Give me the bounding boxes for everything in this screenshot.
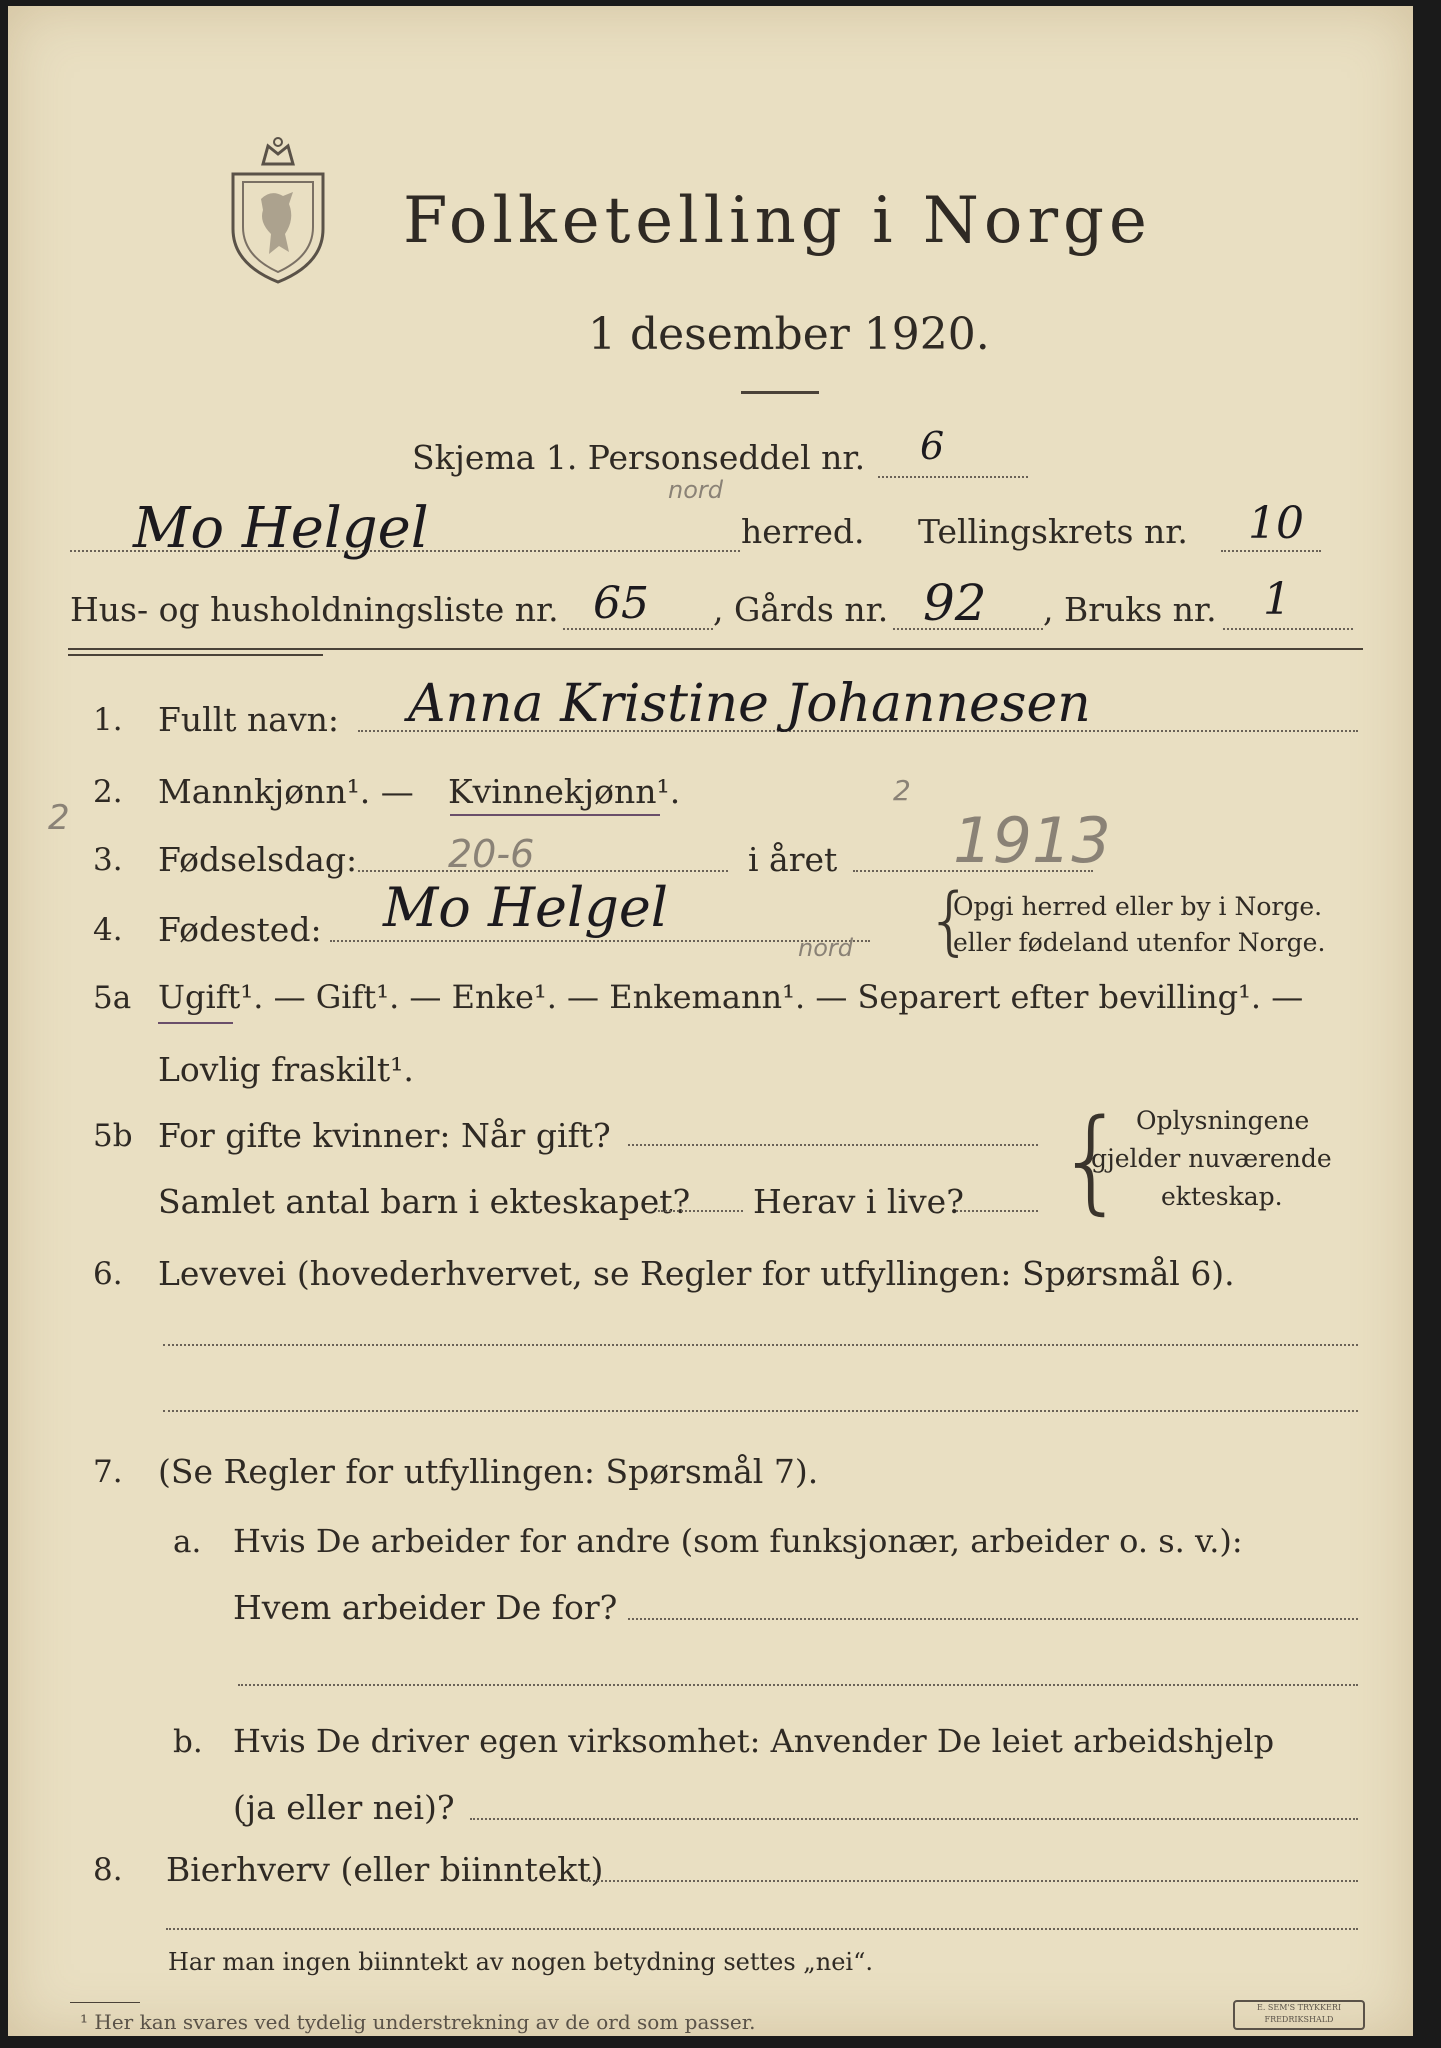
q3-label: Fødselsdag: xyxy=(158,840,358,879)
q5b-note-1: Oplysningene xyxy=(1136,1106,1310,1135)
hus-label: Hus- og husholdningsliste nr. xyxy=(70,590,559,629)
q2-male-label: Mannkjønn¹. — xyxy=(158,772,414,811)
bruks-value: 1 xyxy=(1263,574,1291,625)
q6-line-1 xyxy=(163,1344,1358,1346)
full-name-value: Anna Kristine Johannesen xyxy=(408,674,1091,734)
q6-line-2 xyxy=(163,1410,1358,1412)
q4-label: Fødested: xyxy=(158,910,322,949)
q4-line xyxy=(330,940,870,942)
q8-line-extra xyxy=(166,1928,1358,1930)
q6-number: 6. xyxy=(93,1256,123,1292)
schema-value: 6 xyxy=(920,424,945,468)
birthplace-value: Mo Helgel xyxy=(383,876,669,939)
q4-hint-1: Opgi herred eller by i Norge. xyxy=(953,892,1323,921)
norwegian-coat-of-arms-icon xyxy=(223,134,333,284)
gards-value: 92 xyxy=(923,574,987,632)
birth-day-value: 20-6 xyxy=(448,832,535,876)
herred-value: Mo Helgel xyxy=(133,496,429,561)
schema-label: Skjema 1. Personseddel nr. xyxy=(412,438,866,477)
q5b-children-label: Samlet antal barn i ekteskapet? xyxy=(158,1182,691,1221)
q5b-number: 5b xyxy=(93,1118,133,1154)
q6-label: Levevei (hovederhvervet, se Regler for utfyllingen: Spørsmål 6). xyxy=(158,1254,1235,1293)
q1-label: Fullt navn: xyxy=(158,700,339,739)
title-divider xyxy=(741,391,819,394)
printer-stamp: E. SEM'S TRYKKERI FREDRIKSHALD xyxy=(1233,2000,1365,2030)
q7a-line xyxy=(628,1618,1358,1620)
herred-label: herred. xyxy=(741,512,865,551)
q3-day-line xyxy=(358,870,728,872)
bruks-line xyxy=(1223,628,1353,630)
q1-number: 1. xyxy=(93,702,123,738)
q7a-line-1: Hvis De arbeider for andre (som funksjonær, arbeider o. s. v.): xyxy=(233,1522,1243,1560)
gards-label: , Gårds nr. xyxy=(713,590,889,629)
q3-number: 3. xyxy=(93,842,123,878)
q7a-number: a. xyxy=(173,1524,202,1560)
q7a-line-2: Hvem arbeider De for? xyxy=(233,1588,618,1627)
q5a-number: 5a xyxy=(93,980,132,1016)
q5b-brace: { xyxy=(1056,1096,1128,1226)
female-underline xyxy=(450,814,660,816)
q8-label: Bierhverv (eller biinntekt) xyxy=(166,1850,604,1889)
q7a-line-extra xyxy=(238,1684,1358,1686)
hus-value: 65 xyxy=(593,578,649,629)
q7b-line xyxy=(470,1818,1358,1820)
q2-number: 2. xyxy=(93,774,123,810)
footer-note: Har man ingen biinntekt av nogen betydning settes „nei“. xyxy=(168,1948,873,1976)
q4-number: 4. xyxy=(93,912,123,948)
q5b-married-line xyxy=(628,1144,1038,1146)
year-mark: 2 xyxy=(893,774,911,807)
header-rule-short xyxy=(68,654,323,656)
herred-note: nord xyxy=(668,476,723,504)
q2-margin-mark: 2 xyxy=(48,798,70,838)
q2-female-label: Kvinnekjønn¹. xyxy=(448,772,681,811)
q8-number: 8. xyxy=(93,1852,123,1888)
birth-year-value: 1913 xyxy=(953,804,1111,877)
q5b-note-2: gjelder nuværende xyxy=(1091,1144,1332,1173)
census-date: 1 desember 1920. xyxy=(588,309,990,360)
q7-number: 7. xyxy=(93,1454,123,1490)
census-form xyxy=(8,6,1413,2036)
q7-label: (Se Regler for utfyllingen: Spørsmål 7). xyxy=(158,1452,819,1491)
q5b-alive-label: Herav i live? xyxy=(753,1182,964,1221)
q4-brace: { xyxy=(926,878,974,964)
birthplace-note: nord xyxy=(798,934,853,962)
q5b-children-line xyxy=(658,1210,743,1212)
form-title: Folketelling i Norge xyxy=(403,184,1152,258)
q7b-line-2: (ja eller nei)? xyxy=(233,1788,455,1827)
q4-hint-2: eller fødeland utenfor Norge. xyxy=(953,928,1326,957)
header-rule xyxy=(68,648,1363,650)
footnote-rule xyxy=(70,2002,140,2003)
q5b-alive-line xyxy=(956,1210,1038,1212)
q5b-note-3: ekteskap. xyxy=(1161,1182,1283,1211)
ugift-underline xyxy=(158,1022,233,1024)
bruks-label: , Bruks nr. xyxy=(1043,590,1217,629)
q5a-line-2: Lovlig fraskilt¹. xyxy=(158,1050,414,1089)
schema-line xyxy=(878,476,1028,478)
krets-label: Tellingskrets nr. xyxy=(918,512,1188,551)
footnote: ¹ Her kan svares ved tydelig understrekning av de ord som passer. xyxy=(80,2010,756,2034)
q5a-line-1: Ugift¹. — Gift¹. — Enke¹. — Enkemann¹. — Separert efter bevilling¹. — xyxy=(158,978,1304,1016)
q7b-line-1: Hvis De driver egen virksomhet: Anvender De leiet arbeidshjelp xyxy=(233,1722,1275,1760)
q5b-married-label: For gifte kvinner: Når gift? xyxy=(158,1116,611,1155)
q3-year-label: i året xyxy=(748,840,838,879)
krets-line xyxy=(1221,550,1321,552)
q7b-number: b. xyxy=(173,1724,203,1760)
q8-line xyxy=(586,1880,1358,1882)
krets-value: 10 xyxy=(1248,498,1304,549)
